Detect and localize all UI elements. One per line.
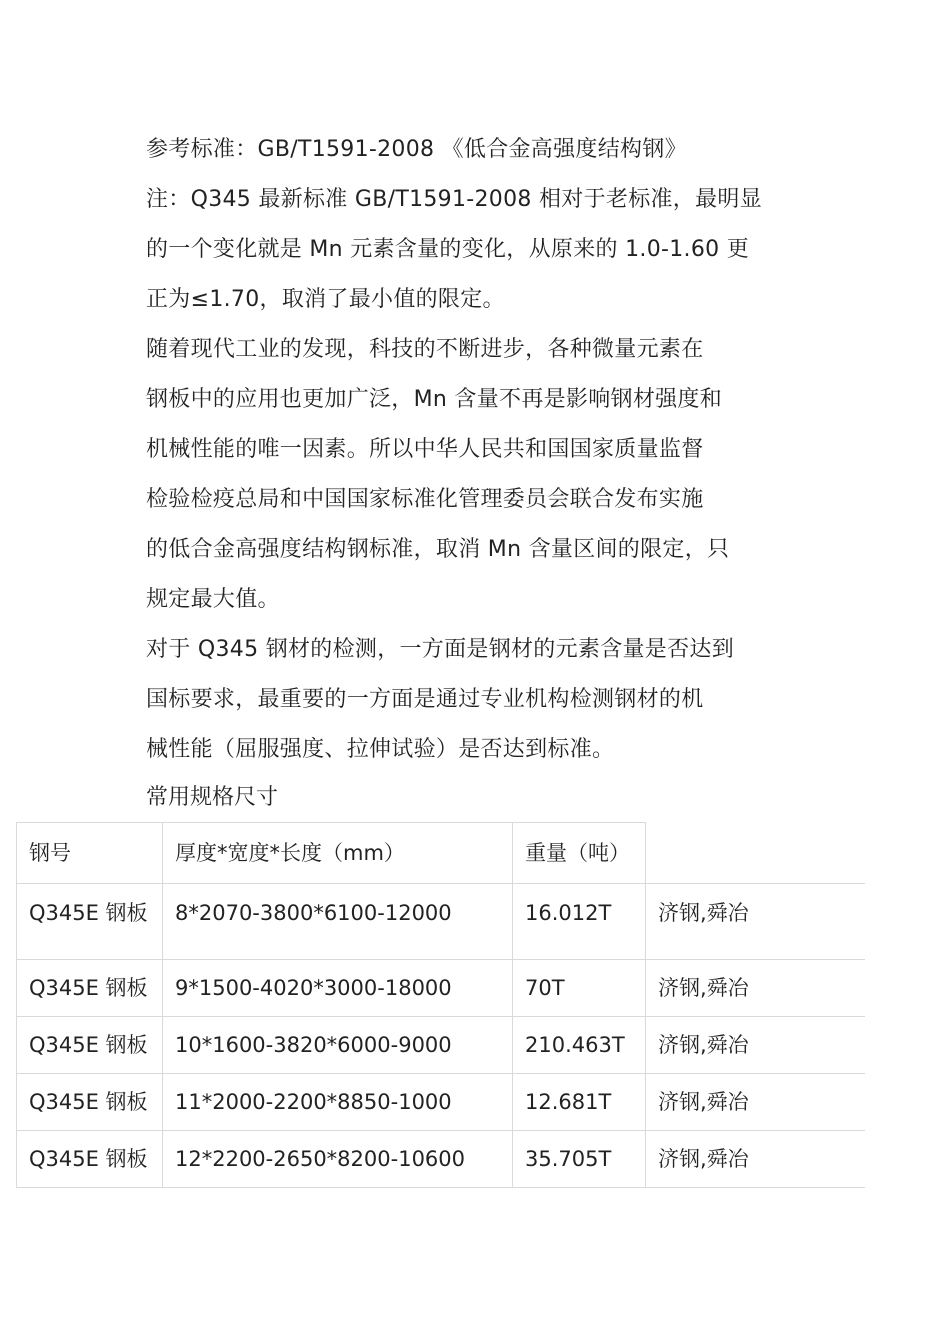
header-cell-steel-grade: 钢号: [17, 823, 163, 884]
reference-standard-line: 参考标准：GB/T1591-2008 《低合金高强度结构钢》: [146, 137, 687, 162]
cell-grade: Q345E 钢板: [17, 1131, 163, 1188]
cell-dimensions: 8*2070-3800*6100-12000: [163, 884, 513, 960]
note-line-1: 注：Q345 最新标准 GB/T1591-2008 相对于老标准，最明显: [146, 187, 762, 212]
testing-line-2: 国标要求，最重要的一方面是通过专业机构检测钢材的机: [146, 687, 704, 712]
testing-line-3: 械性能（屈服强度、拉伸试验）是否达到标准。: [146, 737, 615, 762]
cell-weight: 16.012T: [513, 884, 646, 960]
cell-weight: 210.463T: [513, 1017, 646, 1074]
cell-source: 济钢,舜冶: [646, 960, 865, 1017]
cell-dimensions: 10*1600-3820*6000-9000: [163, 1017, 513, 1074]
cell-weight: 35.705T: [513, 1131, 646, 1188]
document-body: [146, 125, 808, 775]
testing-line-1: 对于 Q345 钢材的检测，一方面是钢材的元素含量是否达到: [146, 637, 734, 662]
table-row: [17, 960, 865, 1017]
header-cell-empty: [646, 823, 865, 884]
table-row: [17, 1074, 865, 1131]
table-row: [17, 884, 865, 960]
cell-weight: 70T: [513, 960, 646, 1017]
spec-table: [16, 822, 865, 1188]
table-row: [17, 1017, 865, 1074]
header-cell-dimensions: 厚度*宽度*长度（mm）: [163, 823, 513, 884]
header-cell-weight: 重量（吨）: [513, 823, 646, 884]
cell-weight: 12.681T: [513, 1074, 646, 1131]
table-header-row: [17, 823, 865, 884]
cell-source: 济钢,舜冶: [646, 1074, 865, 1131]
cell-source: 济钢,舜冶: [646, 1017, 865, 1074]
cell-dimensions: 11*2000-2200*8850-1000: [163, 1074, 513, 1131]
cell-source: 济钢,舜冶: [646, 884, 865, 960]
paragraph-line-6: 规定最大值。: [146, 587, 280, 612]
table-row: [17, 1131, 865, 1188]
cell-dimensions: 9*1500-4020*3000-18000: [163, 960, 513, 1017]
cell-grade: Q345E 钢板: [17, 960, 163, 1017]
paragraph-line-5: 的低合金高强度结构钢标准，取消 Mn 含量区间的限定，只: [146, 537, 730, 562]
cell-grade: Q345E 钢板: [17, 1017, 163, 1074]
note-line-3: 正为≤1.70，取消了最小值的限定。: [146, 287, 505, 312]
cell-grade: Q345E 钢板: [17, 884, 163, 960]
cell-grade: Q345E 钢板: [17, 1074, 163, 1131]
paragraph-line-4: 检验检疫总局和中国国家标准化管理委员会联合发布实施: [146, 487, 704, 512]
table-caption: 常用规格尺寸: [146, 785, 279, 810]
cell-source: 济钢,舜冶: [646, 1131, 865, 1188]
cell-dimensions: 12*2200-2650*8200-10600: [163, 1131, 513, 1188]
note-line-2: 的一个变化就是 Mn 元素含量的变化，从原来的 1.0-1.60 更: [146, 237, 750, 262]
paragraph-line-2: 钢板中的应用也更加广泛，Mn 含量不再是影响钢材强度和: [146, 387, 723, 412]
paragraph-line-3: 机械性能的唯一因素。所以中华人民共和国国家质量监督: [146, 437, 704, 462]
paragraph-line-1: 随着现代工业的发现，科技的不断进步，各种微量元素在: [146, 337, 704, 362]
